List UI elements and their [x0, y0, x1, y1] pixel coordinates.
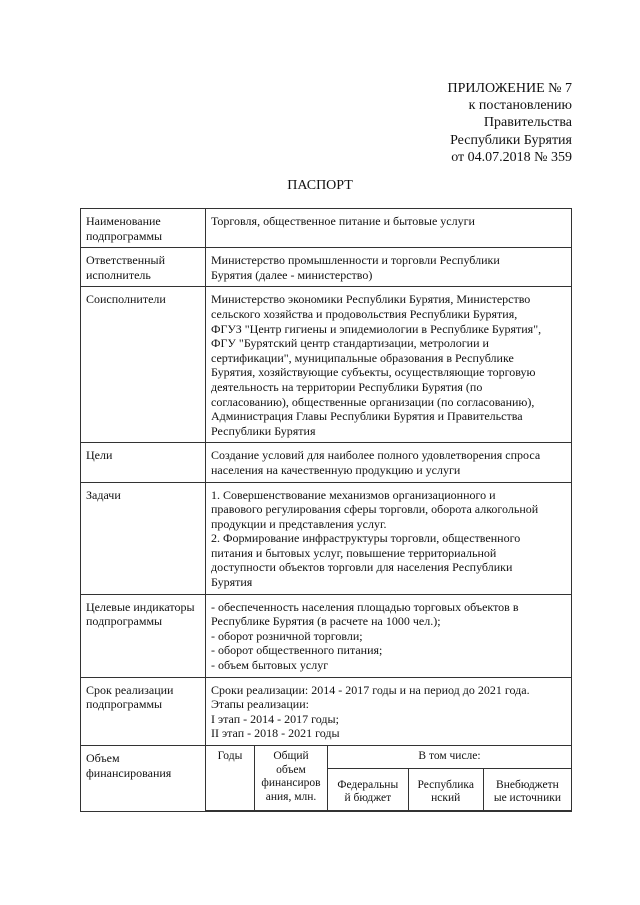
row-label-cell [81, 677, 206, 745]
cell-line: Создание условий для наиболее полного удовлетворения спроса [211, 448, 541, 463]
passport-row [81, 594, 572, 677]
row-label-cell [81, 443, 206, 482]
cell-line: Объем [86, 751, 120, 765]
cell-line: сертификации", муниципальные образования в Республике [211, 350, 514, 365]
cell-line: Республика [417, 778, 474, 791]
financing-table [206, 746, 571, 811]
cell-line: - оборот общественного питания; [211, 643, 383, 658]
cell-line: - объем бытовых услуг [211, 658, 329, 673]
passport-row [81, 209, 572, 248]
cell-line: Республике Бурятия (в расчете на 1000 чел.); [211, 614, 441, 629]
financing-body [81, 746, 572, 812]
cell-line: Ответственный [86, 253, 166, 268]
cell-line: населения на качественную продукцию и услуги [211, 462, 461, 477]
row-value-cell [206, 677, 572, 745]
passport-row [81, 248, 572, 287]
appendix-line: к постановлению [468, 98, 572, 114]
cell-line: ФГУ "Бурятский центр стандартизации, метрологии и [211, 336, 489, 351]
appendix-header [380, 80, 572, 166]
row-label-cell [81, 248, 206, 287]
cell-line: I этап - 2014 - 2017 годы; [211, 711, 339, 726]
cell-line: 1. Совершенствование механизмов организационного и [211, 487, 496, 502]
extra-header [483, 768, 571, 810]
cell-line: согласованию), общественные организации (по согласованию), [211, 394, 535, 409]
cell-line: подпрограммы [86, 614, 163, 629]
row-value-cell [206, 287, 572, 443]
republic-header [408, 768, 483, 810]
cell-line: Соисполнители [86, 292, 166, 307]
cell-line: Сроки реализации: 2014 - 2017 годы и на период до 2021 года. [211, 682, 530, 697]
cell-line: Годы [217, 750, 243, 762]
cell-line: ые источники [493, 792, 561, 804]
row-label-cell [81, 594, 206, 677]
cell-line: Республики Бурятия [211, 423, 316, 438]
row-label-cell [81, 482, 206, 594]
appendix-line: Республики Бурятия [450, 132, 572, 148]
cell-line: Администрация Главы Республики Бурятия и Правительства [211, 409, 523, 424]
cell-line: В том числе: [418, 750, 481, 762]
cell-line: Общий [273, 750, 309, 762]
cell-line: подпрограммы [86, 228, 163, 243]
total-header [255, 746, 328, 810]
cell-line: Задачи [86, 487, 121, 502]
cell-line: доступности объектов торговли для населения Республики [211, 560, 513, 575]
row-value-cell [206, 248, 572, 287]
including-header [328, 746, 572, 768]
cell-line: исполнитель [86, 267, 151, 282]
cell-line: Этапы реализации: [211, 697, 309, 712]
cell-line: нский [431, 792, 461, 804]
cell-line: II этап - 2018 - 2021 годы [211, 726, 340, 741]
passport-row [81, 287, 572, 443]
cell-line: продукции и представления услуг. [211, 516, 387, 531]
cell-line: финансиров [261, 777, 321, 789]
appendix-line: от 04.07.2018 № 359 [451, 149, 572, 165]
passport-row [81, 482, 572, 594]
row-label-cell [81, 209, 206, 248]
cell-line: Цели [86, 448, 113, 463]
row-value-cell [206, 443, 572, 482]
cell-line: Торговля, общественное питание и бытовые услуги [211, 214, 475, 228]
cell-line: ания, млн. [265, 790, 317, 803]
cell-line: - обеспеченность населения площадью торговых объектов в [211, 599, 519, 614]
cell-line: - оборот розничной торговли; [211, 628, 363, 643]
cell-line: сельского хозяйства и продовольствия Республики Бурятия, [211, 306, 518, 321]
document-title: ПАСПОРТ [287, 178, 353, 193]
years-header [206, 746, 255, 810]
appendix-line: ПРИЛОЖЕНИЕ № 7 [447, 81, 572, 96]
cell-line: Целевые индикаторы [86, 599, 195, 614]
row-label-cell [81, 287, 206, 443]
cell-line: финансирования [86, 765, 172, 780]
financing-row [81, 746, 572, 812]
financing-label-cell [81, 746, 206, 812]
cell-line: 2. Формирование инфраструктуры торговли, общественного [211, 531, 521, 546]
cell-line: Министерство экономики Республики Бурятия, Министерство [211, 292, 531, 307]
row-value-cell [206, 482, 572, 594]
cell-line: объем [276, 763, 306, 776]
cell-line: Срок реализации [86, 682, 174, 697]
passport-table [80, 208, 572, 812]
cell-line: Бурятия [211, 575, 253, 590]
financing-value-cell [206, 746, 572, 812]
cell-line: ФГУЗ "Центр гигиены и эпидемиологии в Республике Бурятия", [211, 321, 542, 336]
cell-line: деятельность на территории Республики Бурятия (по [211, 379, 483, 394]
cell-line: й бюджет [344, 792, 392, 804]
cell-line: Бурятия (далее - министерство) [211, 267, 373, 282]
federal-header [328, 768, 409, 810]
passport-row [81, 677, 572, 745]
cell-line: Министерство промышленности и торговли Республики [211, 253, 500, 268]
cell-line: Внебюджетн [496, 778, 559, 791]
cell-line: питания и бытовых услуг, повышение территориальной [211, 545, 497, 560]
financing-header-row [206, 746, 571, 768]
row-value-cell [206, 594, 572, 677]
appendix-line: Правительства [483, 115, 572, 131]
cell-line: правового регулирования сферы торговли, оборота алкогольной [211, 502, 539, 517]
cell-line: Федеральны [337, 778, 399, 791]
cell-line: Наименование [86, 214, 161, 228]
cell-line: подпрограммы [86, 697, 163, 712]
row-value-cell [206, 209, 572, 248]
passport-body [81, 209, 572, 746]
cell-line: Бурятия, хозяйствующие субъекты, осуществляющие торговую [211, 365, 536, 380]
passport-row [81, 443, 572, 482]
